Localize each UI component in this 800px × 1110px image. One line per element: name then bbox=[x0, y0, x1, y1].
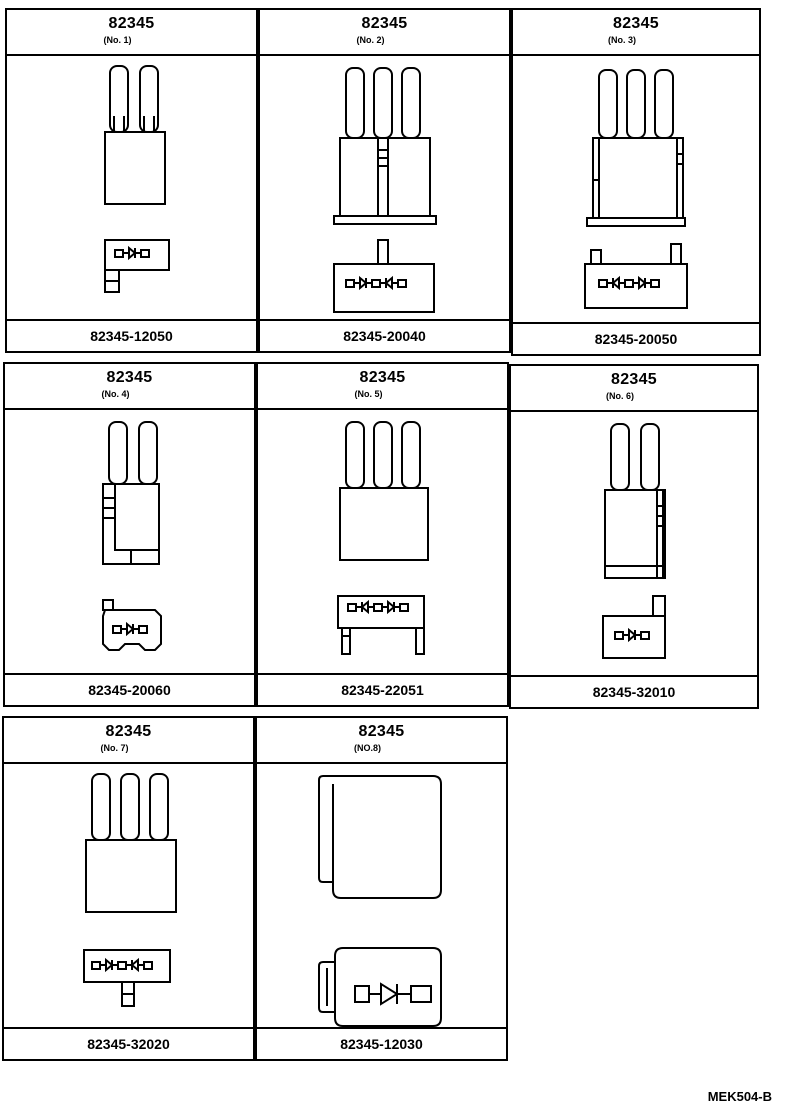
part-number: 82345-32010 bbox=[511, 675, 757, 707]
base-code: 82345 bbox=[105, 723, 152, 740]
connector-drawing-7 bbox=[4, 762, 253, 1028]
diagram-cell-4 bbox=[3, 362, 256, 707]
base-code: 82345 bbox=[613, 15, 659, 32]
diagram-header bbox=[257, 718, 506, 764]
part-number: 82345-20040 bbox=[260, 319, 509, 351]
base-code: 82345 bbox=[361, 15, 408, 32]
diagram-number: (No. 5) bbox=[354, 389, 383, 399]
connector-drawing-8 bbox=[257, 762, 506, 1028]
diagram-cell-8 bbox=[255, 716, 508, 1061]
diagram-number: (No. 3) bbox=[608, 35, 636, 45]
base-code: 82345 bbox=[358, 723, 405, 740]
document-id: MEK504-B bbox=[707, 1089, 772, 1104]
connector-drawing-2 bbox=[260, 54, 509, 320]
diagram-cell-5 bbox=[256, 362, 509, 707]
diagram-header bbox=[5, 364, 254, 410]
connector-drawing-1 bbox=[7, 54, 256, 320]
diagram-cell-1 bbox=[5, 8, 258, 353]
diagram-header bbox=[260, 10, 509, 56]
part-number: 82345-32020 bbox=[4, 1027, 253, 1059]
diagram-header bbox=[511, 366, 757, 412]
part-number: 82345-20060 bbox=[5, 673, 254, 705]
part-number: 82345-12050 bbox=[7, 319, 256, 351]
base-code: 82345 bbox=[108, 15, 155, 32]
part-number: 82345-20050 bbox=[513, 322, 759, 354]
diagram-header bbox=[7, 10, 256, 56]
diagram-number: (No. 1) bbox=[103, 35, 132, 45]
base-code: 82345 bbox=[106, 369, 153, 386]
connector-drawing-3 bbox=[513, 54, 759, 324]
connector-drawing-4 bbox=[5, 408, 254, 674]
diagram-number: (NO.8) bbox=[354, 743, 381, 753]
part-number: 82345-22051 bbox=[258, 673, 507, 705]
diagram-header bbox=[513, 10, 759, 56]
base-code: 82345 bbox=[611, 371, 657, 388]
connector-drawing-5 bbox=[258, 408, 507, 674]
diagram-header bbox=[4, 718, 253, 764]
diagram-cell-7 bbox=[2, 716, 255, 1061]
diagram-header bbox=[258, 364, 507, 410]
part-number: 82345-12030 bbox=[257, 1027, 506, 1059]
diagram-number: (No. 2) bbox=[356, 35, 385, 45]
base-code: 82345 bbox=[359, 369, 406, 386]
diagram-number: (No. 4) bbox=[101, 389, 130, 399]
diagram-cell-2 bbox=[258, 8, 511, 353]
diagram-cell-3 bbox=[511, 8, 761, 356]
connector-drawing-6 bbox=[511, 410, 757, 676]
diagram-number: (No. 6) bbox=[606, 391, 634, 401]
diagram-number: (No. 7) bbox=[100, 743, 129, 753]
diagram-cell-6 bbox=[509, 364, 759, 709]
